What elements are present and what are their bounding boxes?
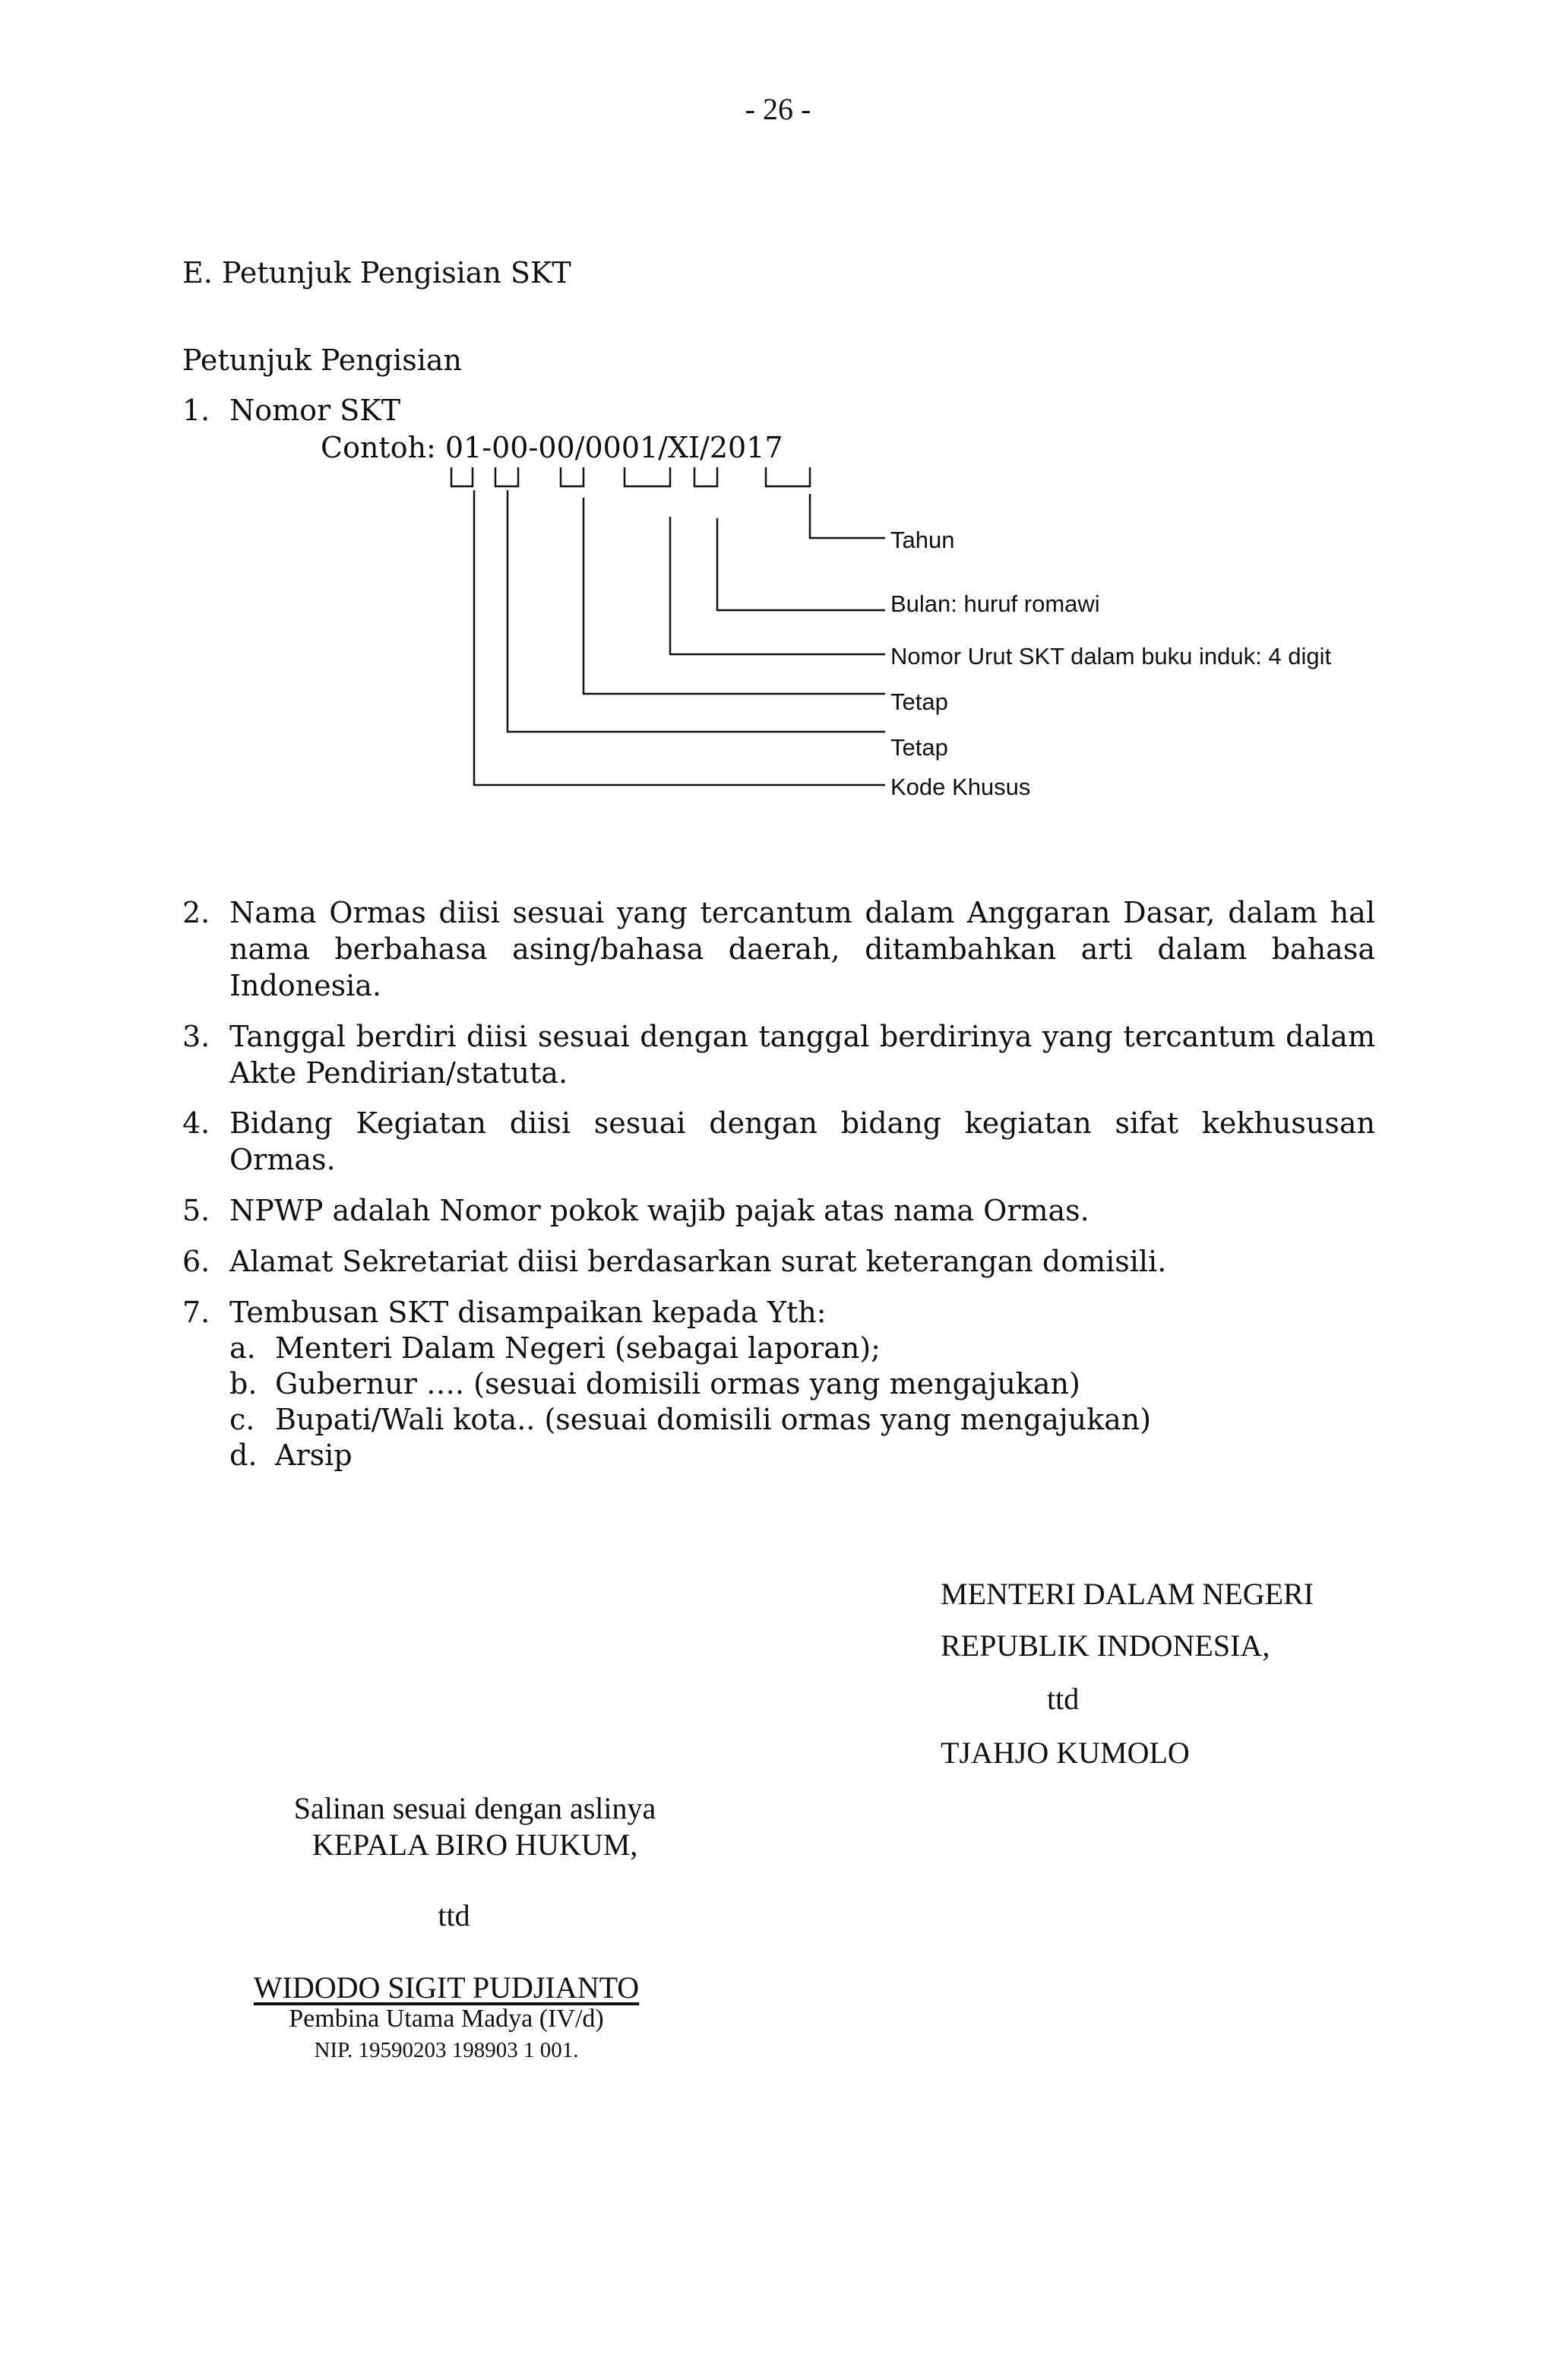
connector-tahun [810, 494, 885, 538]
legend-tahun: Tahun [890, 527, 955, 553]
item-number: 6. [182, 1245, 210, 1278]
list-item-5 [182, 1192, 1375, 1229]
item-label: Nomor SKT [229, 394, 401, 427]
signature-ttd-left: ttd [438, 1898, 470, 1932]
signatory-title: MENTERI DALAM NEGERI [941, 1577, 1314, 1611]
item-number: 4. [182, 1106, 210, 1140]
bracket-tetap-2 [561, 467, 584, 486]
bracket-nomor-urut [625, 467, 670, 486]
sub-item-letter: a. [229, 1331, 256, 1365]
bracket-kode-khusus [451, 467, 473, 486]
legend-bulan: Bulan: huruf romawi [890, 590, 1100, 617]
list-item-6 [182, 1243, 1375, 1280]
list-item-4 [182, 1105, 1375, 1178]
section-title: E. Petunjuk Pengisian SKT [182, 256, 571, 290]
sub-item-text: Menteri Dalam Negeri (sebagai laporan); [275, 1331, 881, 1365]
sub-item-text: Arsip [275, 1438, 353, 1472]
bureau-head-title: KEPALA BIRO HUKUM, [312, 1828, 638, 1862]
sub-item-letter: c. [229, 1403, 255, 1436]
legend-kode-khusus: Kode Khusus [890, 774, 1031, 800]
item-number: 5. [182, 1194, 210, 1227]
skt-number-diagram [0, 0, 1556, 836]
connector-tetap-1 [584, 498, 885, 694]
item-number: 3. [182, 1020, 210, 1053]
item-number: 2. [182, 896, 210, 929]
subtitle: Petunjuk Pengisian [182, 343, 463, 377]
page-number: - 26 - [745, 92, 811, 126]
sub-item-text: Gubernur …. (sesuai domisili ormas yang mengajukan) [275, 1367, 1080, 1400]
bureau-head-rank: Pembina Utama Madya (IV/d) [289, 2005, 604, 2033]
item-text: Alamat Sekretariat diisi berdasarkan surat keterangan domisili. [229, 1245, 1167, 1278]
copy-note: Salinan sesuai dengan aslinya [293, 1791, 656, 1825]
item-text: Bidang Kegiatan diisi sesuai dengan bidang kegiatan sifat kekhususan Ormas. [229, 1106, 1375, 1176]
legend-tetap-2: Tetap [890, 734, 948, 761]
list-item-7 [182, 1294, 1375, 1331]
sub-item-text: Bupati/Wali kota.. (sesuai domisili ormas yang mengajukan) [275, 1403, 1152, 1436]
signature-ttd-right: ttd [1047, 1682, 1080, 1716]
list-item-2 [182, 894, 1375, 1004]
item-number: 1. [182, 394, 210, 427]
sub-item-letter: d. [229, 1438, 258, 1472]
item-text: NPWP adalah Nomor pokok wajib pajak atas nama Ormas. [229, 1194, 1090, 1227]
skt-example: Contoh: 01-00-00/0001/XI/2017 [321, 431, 783, 464]
legend-nomor-urut: Nomor Urut SKT dalam buku induk: 4 digit [890, 643, 1332, 669]
signatory-name: TJAHJO KUMOLO [941, 1736, 1190, 1770]
bracket-bulan [694, 467, 717, 486]
bureau-head-nip: NIP. 19590203 198903 1 001. [314, 2038, 579, 2062]
bracket-tahun [766, 467, 810, 486]
item-number: 7. [182, 1296, 210, 1329]
bureau-head-name: WIDODO SIGIT PUDJIANTO [253, 1970, 640, 2005]
item-text: Tanggal berdiri diisi sesuai dengan tanggal berdirinya yang tercantum dalam Akte Pendirian/statuta. [229, 1020, 1375, 1090]
sub-item-letter: b. [229, 1367, 258, 1400]
item-text: Nama Ormas diisi sesuai yang tercantum dalam Anggaran Dasar, dalam hal nama berbahasa asing/bahasa daerah, ditambahkan arti dalam bahasa Indonesia. [229, 896, 1375, 1002]
list-item-3 [182, 1018, 1375, 1091]
connector-bulan [717, 518, 885, 610]
legend-tetap-1: Tetap [890, 688, 948, 715]
bracket-tetap-1 [495, 467, 518, 486]
item-text: Tembusan SKT disampaikan kepada Yth: [229, 1296, 827, 1329]
signatory-country: REPUBLIK INDONESIA, [941, 1628, 1270, 1663]
connector-kode-khusus [474, 490, 885, 785]
